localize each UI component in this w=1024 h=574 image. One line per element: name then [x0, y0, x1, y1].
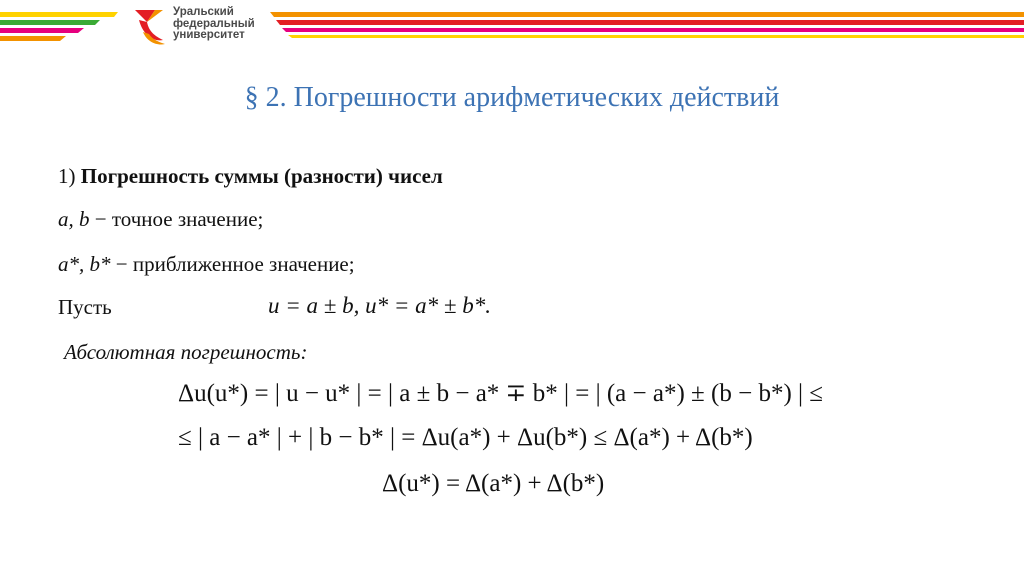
exact-vars: a, b: [58, 207, 90, 231]
formula-line-1: Δu(u*) = | u − u* | = | a ± b − a* ∓ b* | = | (a − a*) ± (b − b*) | ≤: [178, 380, 823, 407]
abs-error-label: Абсолютная погрешность:: [64, 340, 308, 364]
section-heading-line: [58, 164, 443, 189]
section-heading: Погрешность суммы (разности) чисел: [80, 164, 443, 188]
approx-value-line: [58, 252, 355, 277]
formula-line-2: ≤ | a − a* | + | b − b* | = Δu(a*) + Δu(b*) ≤ Δ(a*) + Δ(b*): [178, 424, 753, 451]
slide-title: § 2. Погрешности арифметических действий: [244, 82, 780, 113]
logo-line-1: Уральский: [173, 6, 234, 18]
section-number: 1): [58, 164, 76, 188]
university-logo-icon: [133, 6, 167, 46]
let-word: Пусть: [58, 295, 112, 319]
formula-line-3: Δ(u*) = Δ(a*) + Δ(b*): [382, 470, 605, 497]
approx-text: − приближенное значение;: [115, 252, 355, 276]
logo-line-2: федеральный: [173, 17, 255, 30]
approx-vars: a*, b*: [58, 252, 111, 276]
logo-line-3: университет: [173, 29, 245, 41]
let-line: [58, 295, 112, 320]
exact-text: − точное значение;: [94, 207, 264, 231]
let-formula: u = a ± b, u* = a* ± b*.: [268, 293, 492, 318]
university-name: [173, 7, 255, 42]
exact-value-line: [58, 207, 263, 232]
